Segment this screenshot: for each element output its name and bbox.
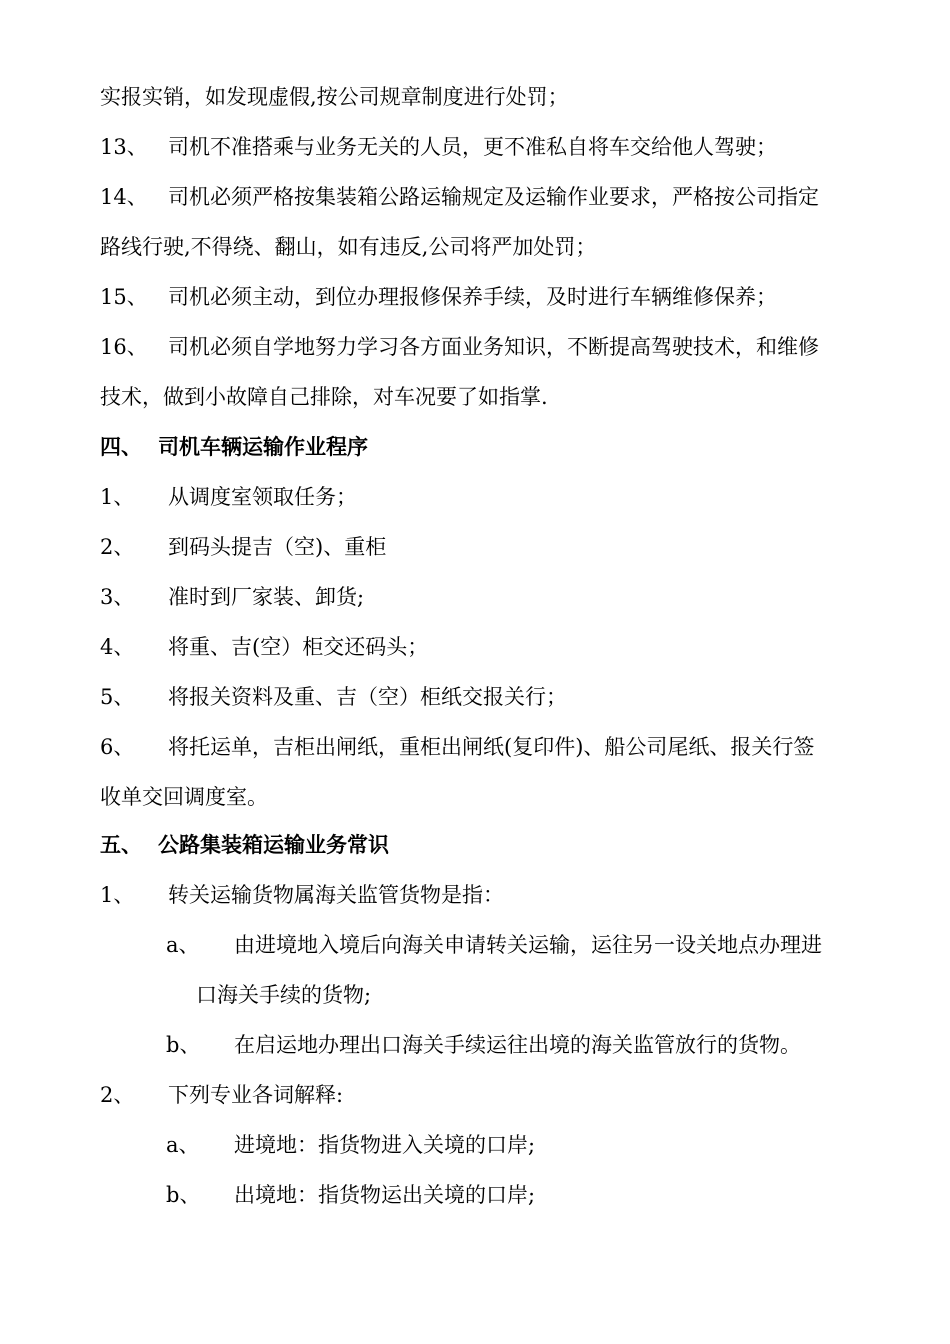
step-6-continuation <box>100 782 268 812</box>
step-1 <box>100 482 880 512</box>
point-2-sub-a <box>166 1130 880 1160</box>
step-number: 4、 <box>100 635 135 659</box>
sub-label: b、 <box>166 1033 201 1057</box>
step-text: 将报关资料及重、吉（空）柜纸交报关行； <box>168 685 567 709</box>
point-text: 转关运输货物属海关监管货物是指： <box>168 883 504 907</box>
point-number: 2、 <box>100 1083 135 1107</box>
step-text: 准时到厂家装、卸货; <box>168 585 365 609</box>
item-number: 16、 <box>100 335 148 359</box>
step-text: 到码头提吉（空)、重柜 <box>168 535 387 559</box>
sub-label: b、 <box>166 1183 201 1207</box>
step-3 <box>100 582 880 612</box>
point-1-sub-a-continuation <box>196 980 371 1010</box>
sub-text: 进境地：指货物进入关境的口岸; <box>234 1133 536 1157</box>
point-1-sub-a <box>166 930 880 960</box>
point-1 <box>100 880 880 910</box>
item-text: 实报实销，如发现虚假,按公司规章制度进行处罚； <box>100 85 569 109</box>
sub-text: 出境地：指货物运出关境的口岸; <box>234 1183 536 1207</box>
section-5-heading <box>100 830 880 860</box>
list-item-13 <box>100 132 880 162</box>
item-text: 司机必须自学地努力学习各方面业务知识，不断提高驾驶技术，和维修 <box>168 335 819 359</box>
sub-text: 口海关手续的货物; <box>196 983 372 1007</box>
item-number: 15、 <box>100 285 148 309</box>
sub-text: 在启运地办理出口海关手续运往出境的海关监管放行的货物。 <box>234 1033 801 1057</box>
list-item-14 <box>100 182 880 212</box>
point-2 <box>100 1080 880 1110</box>
step-number: 1、 <box>100 485 135 509</box>
sub-label: a、 <box>166 1133 200 1157</box>
step-text: 从调度室领取任务； <box>168 485 357 509</box>
item-number: 13、 <box>100 135 148 159</box>
point-number: 1、 <box>100 883 135 907</box>
step-5 <box>100 682 880 712</box>
section-number: 五、 <box>100 832 142 857</box>
section-number: 四、 <box>100 434 142 459</box>
list-item-16-continuation <box>100 382 548 412</box>
point-1-sub-b <box>166 1030 880 1060</box>
sub-text: 由进境地入境后向海关申请转关运输，运往另一设关地点办理进 <box>234 933 822 957</box>
step-4 <box>100 632 880 662</box>
item-number: 14、 <box>100 185 148 209</box>
point-2-sub-b <box>166 1180 880 1210</box>
section-title: 司机车辆运输作业程序 <box>158 434 368 459</box>
list-item-14-continuation <box>100 232 596 262</box>
item-text: 路线行驶,不得绕、翻山，如有违反,公司将严加处罚； <box>100 235 597 259</box>
step-number: 2、 <box>100 535 135 559</box>
step-text: 将托运单，吉柜出闸纸，重柜出闸纸(复印件)、船公司尾纸、报关行签 <box>168 735 815 759</box>
section-title: 公路集装箱运输业务常识 <box>158 832 389 857</box>
step-number: 3、 <box>100 585 135 609</box>
sub-label: a、 <box>166 933 200 957</box>
item-text: 技术，做到小故障自己排除，对车况要了如指掌. <box>100 385 548 409</box>
step-number: 6、 <box>100 735 135 759</box>
list-item-15 <box>100 282 880 312</box>
item-text: 司机必须严格按集装箱公路运输规定及运输作业要求，严格按公司指定 <box>168 185 819 209</box>
step-2 <box>100 532 880 562</box>
item-12-continuation <box>100 82 569 112</box>
step-number: 5、 <box>100 685 135 709</box>
step-text: 将重、吉(空）柜交还码头； <box>168 635 429 659</box>
item-text: 司机必须主动，到位办理报修保养手续，及时进行车辆维修保养； <box>168 285 777 309</box>
step-text: 收单交回调度室。 <box>100 785 268 809</box>
point-text: 下列专业各词解释: <box>168 1083 344 1107</box>
item-text: 司机不准搭乘与业务无关的人员，更不准私自将车交给他人驾驶； <box>168 135 777 159</box>
step-6 <box>100 732 880 762</box>
section-4-heading <box>100 432 880 462</box>
list-item-16 <box>100 332 880 362</box>
